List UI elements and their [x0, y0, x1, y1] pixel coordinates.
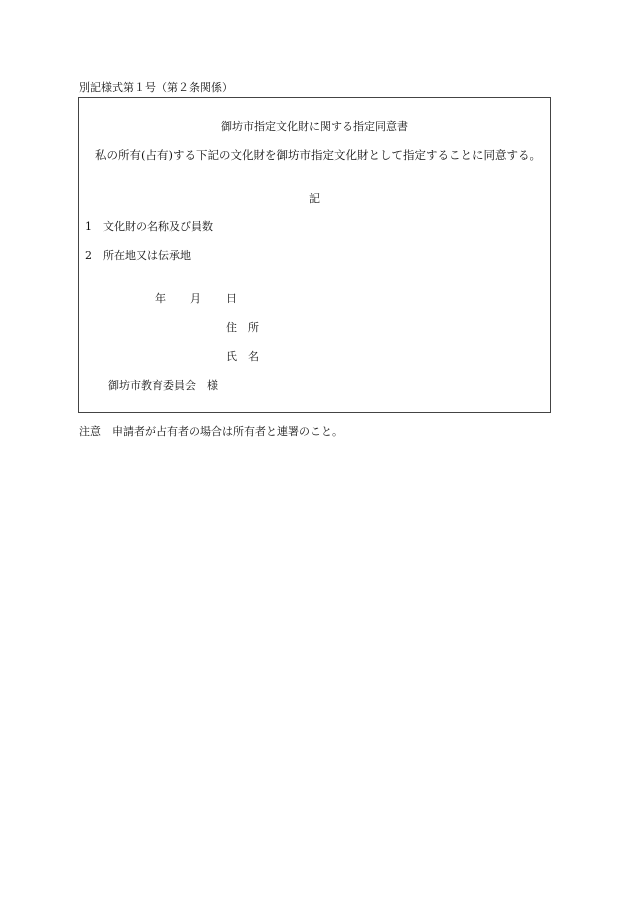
ki-heading: 記	[309, 192, 320, 205]
form-label: 別記様式第１号（第２条関係）	[79, 81, 233, 94]
addressee: 御坊市教育委員会 様	[108, 379, 218, 392]
form-title: 御坊市指定文化財に関する指定同意書	[221, 120, 408, 133]
item-2-label: 所在地又は伝承地	[103, 249, 191, 262]
date-year-label: 年	[155, 292, 166, 305]
name-label: 氏 名	[226, 350, 259, 363]
date-day-label: 日	[226, 292, 237, 305]
item-2-number: 2	[85, 249, 92, 262]
note-text: 注意 申請者が占有者の場合は所有者と連署のこと。	[79, 425, 343, 438]
item-1-label: 文化財の名称及び員数	[103, 220, 213, 233]
item-1-number: 1	[85, 220, 92, 233]
address-label: 住 所	[226, 321, 259, 334]
consent-statement: 私の所有(占有)する下記の文化財を御坊市指定文化財として指定することに同意する。	[95, 148, 541, 162]
date-month-label: 月	[190, 292, 201, 305]
